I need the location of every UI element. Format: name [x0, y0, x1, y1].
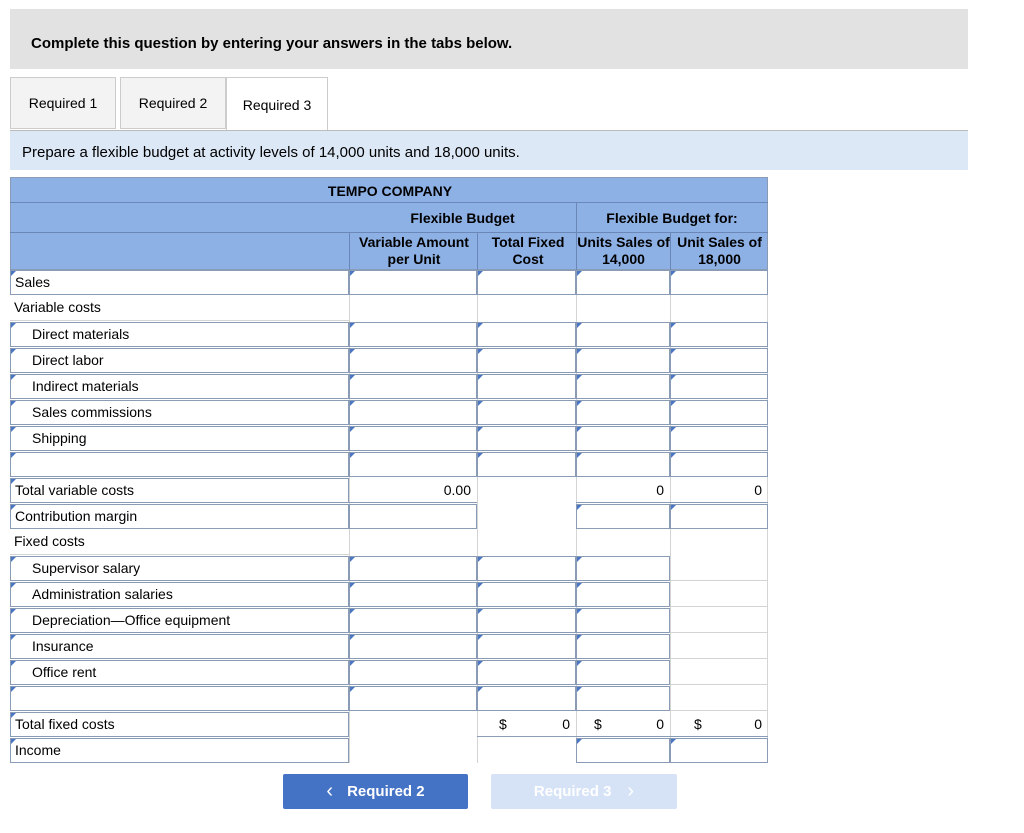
direct-labor-per-unit-input[interactable] — [349, 348, 477, 373]
office-rent-18000 — [670, 660, 768, 685]
row-label-text: Insurance — [32, 638, 94, 654]
row-label-text: Depreciation—Office equipment — [32, 612, 231, 628]
tab-required-1[interactable]: Required 1 — [10, 77, 116, 129]
input-marker-icon — [671, 375, 676, 380]
currency-symbol: $ — [694, 716, 702, 732]
input-marker-icon — [671, 453, 676, 458]
input-marker-icon — [577, 635, 582, 640]
blank-fixed-per-unit-input[interactable] — [349, 686, 477, 711]
label-blank-fixed-row[interactable] — [10, 686, 349, 711]
input-marker-icon — [11, 635, 16, 640]
input-marker-icon — [11, 401, 16, 406]
label-sales-commissions[interactable] — [10, 400, 349, 425]
admin-salaries-fixed-input[interactable] — [477, 582, 576, 607]
label-blank-variable-row[interactable] — [10, 452, 349, 477]
instruction-bar — [10, 131, 968, 170]
input-marker-icon — [478, 401, 483, 406]
input-marker-icon — [11, 349, 16, 354]
input-marker-icon — [671, 349, 676, 354]
chevron-right-icon: › — [627, 780, 635, 802]
cell-value: 0 — [562, 716, 570, 732]
input-marker-icon — [11, 739, 16, 744]
banner-text: Complete this question by entering your answers in the tabs below. — [31, 35, 513, 52]
row-label-text: Office rent — [32, 664, 97, 680]
cell-value: 0 — [656, 716, 664, 732]
shipping-14000-input[interactable] — [576, 426, 670, 451]
previous-required-2-button[interactable] — [283, 774, 468, 809]
input-marker-icon — [478, 635, 483, 640]
blank-variable-fixed-input[interactable] — [477, 452, 576, 477]
sales-commissions-fixed-input[interactable] — [477, 400, 576, 425]
supervisor-salary-18000 — [670, 556, 768, 581]
instructions-banner — [10, 9, 968, 69]
direct-materials-fixed-input[interactable] — [477, 322, 576, 347]
blank-fixed-fixed-input[interactable] — [477, 686, 576, 711]
row-label-text: Shipping — [32, 430, 87, 446]
input-marker-icon — [350, 661, 355, 666]
input-marker-icon — [478, 687, 483, 692]
input-marker-icon — [671, 739, 676, 744]
col-header-18000: Unit Sales of 18,000 — [677, 234, 762, 267]
input-marker-icon — [350, 375, 355, 380]
input-marker-icon — [478, 609, 483, 614]
blank-fixed-18000 — [670, 686, 768, 711]
supervisor-salary-14000-input[interactable] — [576, 556, 670, 581]
input-marker-icon — [577, 427, 582, 432]
row-label-text: Indirect materials — [32, 378, 139, 394]
input-marker-icon — [478, 323, 483, 328]
contribution-margin-14000-input[interactable] — [576, 504, 670, 529]
label-total-variable-costs[interactable] — [10, 478, 349, 503]
input-marker-icon — [671, 427, 676, 432]
label-office-rent[interactable] — [10, 660, 349, 685]
chevron-left-icon: ‹ — [326, 780, 334, 802]
sales-commissions-18000-input[interactable] — [670, 400, 768, 425]
office-rent-fixed-input[interactable] — [477, 660, 576, 685]
direct-materials-per-unit-input[interactable] — [349, 322, 477, 347]
group-header-flexible-budget-for: Flexible Budget for: — [606, 210, 738, 226]
label-total-fixed-costs[interactable] — [10, 712, 349, 737]
input-marker-icon — [11, 375, 16, 380]
input-marker-icon — [671, 401, 676, 406]
cell-value: 0 — [754, 482, 762, 498]
total-variable-18000 — [670, 478, 768, 503]
input-marker-icon — [350, 609, 355, 614]
cell-value: 0 — [754, 716, 762, 732]
input-marker-icon — [11, 271, 16, 276]
sales-14000-input[interactable] — [576, 270, 670, 295]
shipping-18000-input[interactable] — [670, 426, 768, 451]
admin-salaries-18000 — [670, 582, 768, 607]
income-14000-input[interactable] — [576, 738, 670, 763]
indirect-materials-14000-input[interactable] — [576, 374, 670, 399]
row-label-text: Sales commissions — [32, 404, 152, 420]
sales-18000-input[interactable] — [670, 270, 768, 295]
tab-required-2[interactable]: Required 2 — [120, 77, 226, 129]
col-header-variable-amount: Variable Amount per Unit — [359, 234, 469, 267]
input-marker-icon — [577, 271, 582, 276]
input-marker-icon — [11, 713, 16, 718]
input-marker-icon — [11, 479, 16, 484]
label-depreciation-office-equipment[interactable] — [10, 608, 349, 633]
input-marker-icon — [350, 271, 355, 276]
row-label-text: Administration salaries — [32, 586, 173, 602]
instruction-text: Prepare a flexible budget at activity levels of 14,000 units and 18,000 units. — [22, 144, 520, 161]
label-direct-labor[interactable] — [10, 348, 349, 373]
total-fixed-14000 — [576, 712, 670, 737]
insurance-fixed-input[interactable] — [477, 634, 576, 659]
input-marker-icon — [11, 687, 16, 692]
row-label-text: Sales — [15, 274, 51, 290]
direct-materials-18000-input[interactable] — [670, 322, 768, 347]
shipping-per-unit-input[interactable] — [349, 426, 477, 451]
prev-button-label: Required 2 — [347, 783, 425, 800]
direct-labor-18000-input[interactable] — [670, 348, 768, 373]
blank-variable-14000-input[interactable] — [576, 452, 670, 477]
header-divider — [10, 232, 768, 233]
input-marker-icon — [577, 505, 582, 510]
label-shipping[interactable] — [10, 426, 349, 451]
row-label-text: Supervisor salary — [32, 560, 141, 576]
input-marker-icon — [478, 427, 483, 432]
blank-variable-per-unit-input[interactable] — [349, 452, 477, 477]
next-button-label: Required 3 — [533, 783, 612, 800]
input-marker-icon — [577, 375, 582, 380]
input-marker-icon — [11, 609, 16, 614]
input-marker-icon — [577, 687, 582, 692]
input-marker-icon — [577, 557, 582, 562]
input-marker-icon — [350, 557, 355, 562]
direct-labor-fixed-input[interactable] — [477, 348, 576, 373]
total-fixed-18000 — [670, 712, 768, 737]
shipping-fixed-input[interactable] — [477, 426, 576, 451]
direct-labor-14000-input[interactable] — [576, 348, 670, 373]
header-divider — [10, 202, 768, 203]
admin-salaries-14000-input[interactable] — [576, 582, 670, 607]
indirect-materials-fixed-input[interactable] — [477, 374, 576, 399]
depreciation-14000-input[interactable] — [576, 608, 670, 633]
depreciation-per-unit-input[interactable] — [349, 608, 477, 633]
total-fixed-cost — [477, 712, 576, 737]
input-marker-icon — [671, 271, 676, 276]
header-divider — [477, 233, 478, 270]
row-label-text: Direct labor — [32, 352, 104, 368]
insurance-18000 — [670, 634, 768, 659]
input-marker-icon — [478, 583, 483, 588]
input-marker-icon — [11, 453, 16, 458]
input-marker-icon — [577, 323, 582, 328]
input-marker-icon — [478, 271, 483, 276]
input-marker-icon — [478, 557, 483, 562]
insurance-14000-input[interactable] — [576, 634, 670, 659]
office-rent-14000-input[interactable] — [576, 660, 670, 685]
office-rent-per-unit-input[interactable] — [349, 660, 477, 685]
total-variable-per-unit — [349, 478, 477, 503]
input-marker-icon — [577, 661, 582, 666]
cell-value: 0 — [656, 482, 664, 498]
insurance-per-unit-input[interactable] — [349, 634, 477, 659]
col-header-total-fixed: Total Fixed Cost — [491, 234, 565, 267]
indirect-materials-18000-input[interactable] — [670, 374, 768, 399]
depreciation-18000 — [670, 608, 768, 633]
sales-commissions-per-unit-input[interactable] — [349, 400, 477, 425]
label-sales[interactable] — [10, 270, 349, 295]
supervisor-salary-per-unit-input[interactable] — [349, 556, 477, 581]
sales-per-unit-input[interactable] — [349, 270, 477, 295]
contribution-margin-18000-input[interactable] — [670, 504, 768, 529]
input-marker-icon — [350, 635, 355, 640]
input-marker-icon — [577, 401, 582, 406]
input-marker-icon — [577, 739, 582, 744]
label-contribution-margin[interactable] — [10, 504, 349, 529]
label-insurance[interactable] — [10, 634, 349, 659]
total-variable-14000 — [576, 478, 670, 503]
input-marker-icon — [350, 401, 355, 406]
input-marker-icon — [11, 661, 16, 666]
group-header-flexible-budget: Flexible Budget — [410, 210, 515, 226]
row-label-text: Total variable costs — [15, 482, 135, 498]
label-indirect-materials[interactable] — [10, 374, 349, 399]
input-marker-icon — [577, 349, 582, 354]
label-administration-salaries[interactable] — [10, 582, 349, 607]
income-18000-input[interactable] — [670, 738, 768, 763]
input-marker-icon — [350, 583, 355, 588]
input-marker-icon — [478, 375, 483, 380]
supervisor-salary-fixed-input[interactable] — [477, 556, 576, 581]
input-marker-icon — [671, 505, 676, 510]
input-marker-icon — [11, 557, 16, 562]
sales-fixed-input[interactable] — [477, 270, 576, 295]
input-marker-icon — [11, 323, 16, 328]
label-variable-costs: Variable costs — [10, 296, 349, 321]
label-income[interactable] — [10, 738, 349, 763]
label-supervisor-salary[interactable] — [10, 556, 349, 581]
input-marker-icon — [11, 583, 16, 588]
input-marker-icon — [350, 453, 355, 458]
col-header-14000: Units Sales of 14,000 — [577, 234, 670, 267]
blank-fixed-14000-input[interactable] — [576, 686, 670, 711]
label-direct-materials[interactable] — [10, 322, 349, 347]
input-marker-icon — [11, 427, 16, 432]
currency-symbol: $ — [594, 716, 602, 732]
admin-salaries-per-unit-input[interactable] — [349, 582, 477, 607]
label-fixed-costs: Fixed costs — [10, 530, 349, 555]
contribution-margin-per-unit-input[interactable] — [349, 504, 477, 529]
row-label-text: Total fixed costs — [15, 716, 115, 732]
input-marker-icon — [671, 323, 676, 328]
input-marker-icon — [350, 687, 355, 692]
input-marker-icon — [11, 505, 16, 510]
input-marker-icon — [577, 453, 582, 458]
direct-materials-14000-input[interactable] — [576, 322, 670, 347]
input-marker-icon — [478, 453, 483, 458]
row-label-text: Contribution margin — [15, 508, 138, 524]
input-marker-icon — [350, 349, 355, 354]
currency-symbol: $ — [499, 716, 507, 732]
row-label-text: Direct materials — [32, 326, 130, 342]
input-marker-icon — [577, 583, 582, 588]
next-required-3-button[interactable] — [491, 774, 677, 809]
indirect-materials-per-unit-input[interactable] — [349, 374, 477, 399]
sales-commissions-14000-input[interactable] — [576, 400, 670, 425]
flexible-budget-table — [10, 177, 768, 763]
company-name: TEMPO COMPANY — [327, 183, 453, 199]
input-marker-icon — [350, 427, 355, 432]
depreciation-fixed-input[interactable] — [477, 608, 576, 633]
input-marker-icon — [350, 323, 355, 328]
row-label-text: Income — [15, 742, 61, 758]
cell-value: 0.00 — [443, 482, 471, 498]
input-marker-icon — [478, 349, 483, 354]
blank-variable-18000-input[interactable] — [670, 452, 768, 477]
tab-required-3[interactable]: Required 3 — [226, 77, 328, 131]
input-marker-icon — [577, 609, 582, 614]
header-divider — [349, 233, 350, 270]
input-marker-icon — [478, 661, 483, 666]
